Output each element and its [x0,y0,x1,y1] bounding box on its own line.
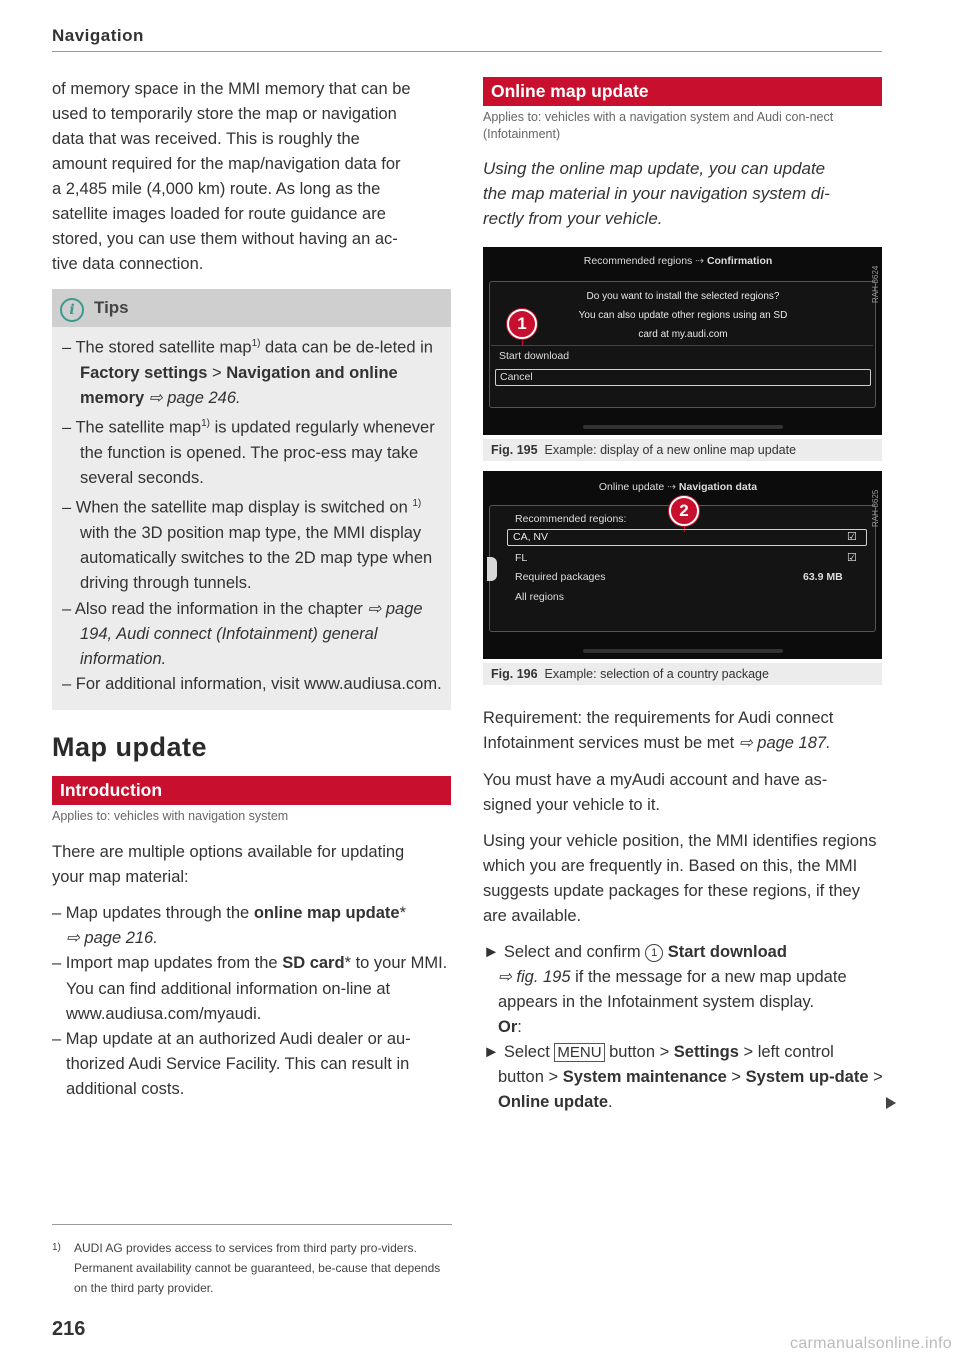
breadcrumb: Online update ⇢ Navigation data [598,481,758,493]
tips-title: Tips [94,298,129,317]
tips-list [62,331,444,697]
step-item: ► Select MENU button > Settings > left control button > System maintenance > System up-date > Online update. [483,1043,883,1111]
tip-item: – For additional information, visit www.audiusa.com. [62,675,442,694]
online-map-update-applies: Applies to: vehicles with a navigation system and Audi con-nect (Infotainment) [483,110,834,141]
list-item: – Map updates through the online map update* ⇨ page 216. [52,904,406,948]
start-download-option[interactable]: Start download [499,350,570,362]
position-paragraph: Using your vehicle position, the MMI identifies regions which you are frequently in. Based on this, the MMI suggests update packages for these regions, if they are available. [483,832,877,925]
tip-item: – Also read the information in the chapter ⇨ page 194, Audi connect (Infotainment) general information. [62,599,423,668]
callout-2: 2 [669,496,699,526]
required-packages-size: 63.9 MB [803,571,843,583]
footnote-rule [52,1224,452,1225]
recommended-regions-label: Recommended regions: [515,513,627,525]
options-list [52,901,450,1103]
info-icon: i [60,298,84,322]
options-paragraph: There are multiple options available for updating your map material: [52,843,405,886]
breadcrumb: Recommended regions ⇢ Confirmation [583,255,773,267]
tip-item: – The satellite map$^{1)}$ is updated regularly whenever the function is opened. The proc-ess may take several seconds. [62,418,435,488]
fig-195-caption: Fig. 195 Example: display of a new online map update [483,439,882,461]
online-map-update-intro: Using the online map update, you can update the map material in your navigation system di- rectly from your vehicle. [483,159,830,228]
map-update-heading: Map update [52,732,208,762]
divider [491,345,873,346]
figure-code: RAH-8625 [871,489,880,527]
header-rule [52,51,882,52]
fig-195-screen [483,247,882,435]
page-number: 216 [52,1318,86,1340]
dialog-message: Do you want to install the selected regions? You can also update other regions using an SD card at my.audi.com [578,291,788,340]
figure-code: RAH-8624 [871,265,880,303]
fig-196-screen [483,471,882,659]
watermark: carmanualsonline.info [790,1335,952,1352]
checkbox-checked-icon[interactable]: ☑ [847,531,857,543]
tip-item: – The stored satellite map$^{1)}$ data can be de-leted in Factory settings > Navigation and online memory ⇨ page 246. [62,338,433,407]
requirement-paragraph: Requirement: the requirements for Audi connect Infotainment services must be met ⇨ page 187. [483,709,834,752]
section-title: Navigation [52,26,144,45]
or-label: Or: [498,1018,522,1036]
all-regions-option[interactable]: All regions [515,591,565,603]
footnote [52,1238,452,1298]
region-row-selected[interactable] [507,529,867,546]
introduction-bar: Introduction [52,776,451,805]
intro-paragraph: of memory space in the MMI memory that can be used to temporarily store the map or navigation data that was received. This is roughly the amount required for the map/navigation data for a 2,485 mile (4,000 km) route. As long as the satellite images loaded for route guidance are stored, you can use them without having an ac- tive data connection. [52,80,411,273]
callout-ref-icon: 1 [645,944,663,962]
list-item: – Import map updates from the SD card* to your MMI. You can find additional information on-line at www.audiusa.com/myaudi. [52,954,448,1023]
checkbox-checked-icon[interactable]: ☑ [847,552,857,564]
region-name[interactable]: FL [515,552,528,564]
footnote-mark: 1) [52,1242,61,1253]
menu-key: MENU [554,1043,604,1062]
tip-item: – When the satellite map display is switched on $^{1)}$ with the 3D position map type, the MMI display automatically switches to the 2D map type when driving through tunnels. [62,498,433,593]
arrow-icon: ⇢ [695,255,707,267]
cancel-option[interactable]: Cancel [495,369,871,386]
list-item: – Map update at an authorized Audi dealer or au-thorized Audi Service Facility. This can result in additional costs. [52,1030,411,1099]
required-packages-label: Required packages [515,571,606,583]
control-knob-icon [487,557,497,581]
region-name: CA, NV [513,531,549,543]
myaudi-paragraph: You must have a myAudi account and have as-signed your vehicle to it. [483,771,828,814]
step-item: ► Select and confirm 1 Start download ⇨ fig. 195 if the message for a new map update appears in the Infotainment system display. [483,943,847,1011]
footnote-text: AUDI AG provides access to services from third party pro-viders. Permanent availability cannot be guaranteed, be-cause that depends on the third party provider. [74,1241,441,1295]
fig-196-caption: Fig. 196 Example: selection of a country package [483,663,882,685]
callout-1: 1 [507,309,537,339]
screen-bottom-strip [583,425,783,429]
online-map-update-bar: Online map update [483,77,882,106]
arrow-icon: ⇢ [667,481,679,493]
step-list [483,940,883,1115]
continue-arrow-icon [886,1097,896,1109]
introduction-applies: Applies to: vehicles with navigation system [52,809,289,823]
screen-bottom-strip [583,649,783,653]
